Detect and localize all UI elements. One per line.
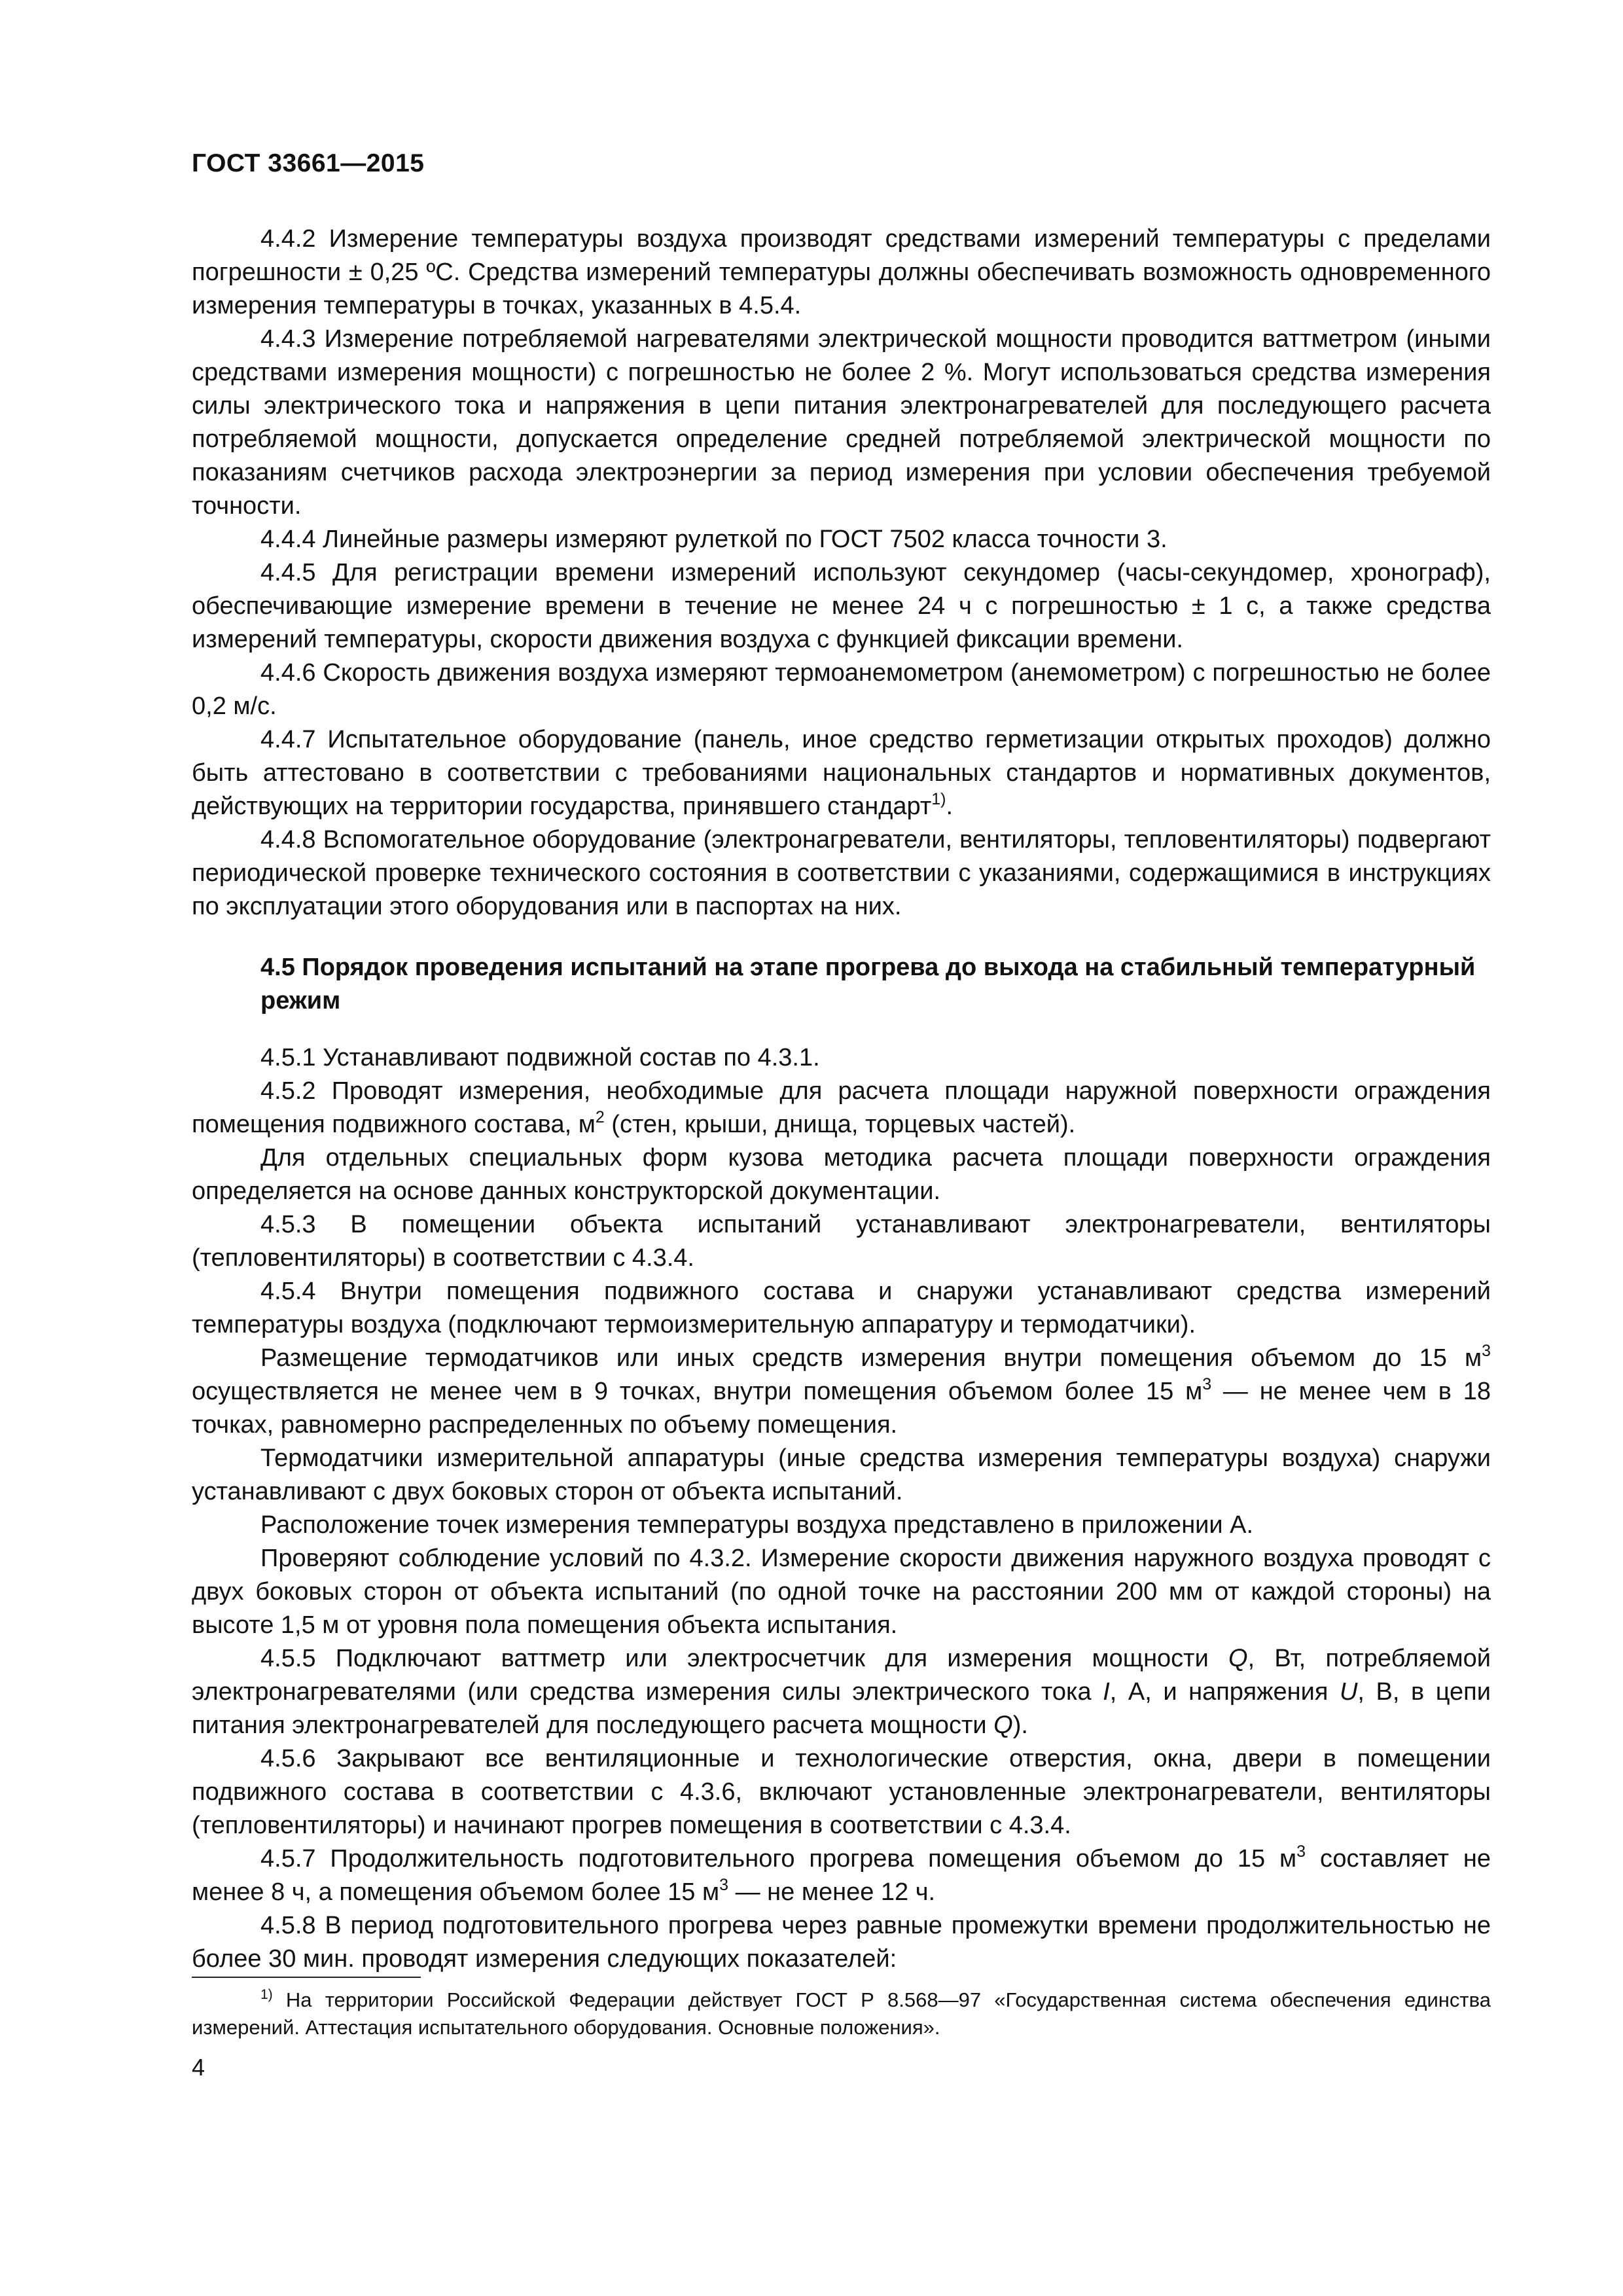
paragraph-4-5-2 xyxy=(192,1075,1491,1141)
paragraph-4-5-7 xyxy=(192,1842,1491,1909)
paragraph-4-4-5: 4.4.5 Для регистрации времени измерений используют секундомер (часы-секундомер, хронограф), обеспечивающие измерение времени в течение не менее 24 ч с погрешностью ± 1 с, а также средства измерений температуры, скорости движения воздуха с функцией фиксации времени. xyxy=(192,559,1491,653)
document-code-header: ГОСТ 33661—2015 xyxy=(192,149,425,177)
footnote-reference: 1) xyxy=(931,790,946,808)
paragraph-text: . xyxy=(946,793,954,820)
paragraph-text: осуществляется не менее чем в 9 точках, внутри помещения объемом более 15 м xyxy=(192,1378,1203,1405)
paragraph-4-4-3: 4.4.3 Измерение потребляемой нагревателями электрической мощности проводится ваттметром (иными средствами измерения мощности) с погрешностью не более 2 %. Могут использоваться средства измерения силы электрического тока и напряжения в цепи питания электронагревателей для последующего расчета потребляемой мощности, допускается определение средней потребляемой электрической мощности по показаниям счетчиков расхода электроэнергии за период измерения при условии обеспечения требуемой точности. xyxy=(192,325,1491,520)
paragraph-4-5-6: 4.5.6 Закрывают все вентиляционные и технологические отверстия, окна, двери в помещении подвижного состава в соответствии с 4.3.6, включают установленные электронагреватели, вентиляторы (тепловентиляторы) и начинают прогрев помещения в соответствии с 4.3.4. xyxy=(192,1745,1491,1839)
paragraph-4-5-4-placement xyxy=(192,1342,1491,1442)
paragraph-text: 4.5.7 Продолжительность подготовительного прогрева помещения объемом до 15 м xyxy=(260,1845,1297,1873)
superscript: 3 xyxy=(719,1876,729,1894)
paragraph-text: составляет не менее 8 ч, а помещения объемом более 15 м xyxy=(192,1845,1491,1906)
paragraph-4-4-8: 4.4.8 Вспомогательное оборудование (электронагреватели, вентиляторы, тепловентиляторы) подвергают периодической проверке технического состояния в соответствии с указаниями, содержащимися в инструкциях по эксплуатации этого оборудования или в паспортах на них. xyxy=(192,826,1491,920)
paragraph-4-5-4-appendix: Расположение точек измерения температуры воздуха представлено в приложении А. xyxy=(260,1511,1254,1539)
paragraph-4-5-8: 4.5.8 В период подготовительного прогрева через равные промежутки времени продолжительностью не более 30 мин. проводят измерения следующих показателей: xyxy=(192,1912,1491,1973)
paragraph-text: (стен, крыши, днища, торцевых частей). xyxy=(604,1111,1076,1138)
footnote-marker: 1) xyxy=(260,1987,273,2002)
paragraph-4-5-1: 4.5.1 Устанавливают подвижной состав по 4.3.1. xyxy=(260,1044,820,1071)
paragraph-4-4-2: 4.4.2 Измерение температуры воздуха производят средствами измерений температуры с пределами погрешности ± 0,25 ºС. Средства измерений температуры должны обеспечивать возможность одновременного измерения температуры в точках, указанных в 4.5.4. xyxy=(192,225,1491,319)
document-body xyxy=(192,223,1491,1976)
paragraph-4-5-3: 4.5.3 В помещении объекта испытаний устанавливают электронагреватели, вентиляторы (тепловентиляторы) в соответствии с 4.3.4. xyxy=(192,1211,1491,1272)
paragraph-4-4-6: 4.4.6 Скорость движения воздуха измеряют термоанемометром (анемометром) с погрешностью не более 0,2 м/с. xyxy=(192,659,1491,720)
paragraph-text: Размещение термодатчиков или иных средств измерения внутри помещения объемом до 15 м xyxy=(260,1344,1482,1372)
paragraph-4-5-2-note: Для отдельных специальных форм кузова методика расчета площади поверхности ограждения определяется на основе данных конструкторской документации. xyxy=(192,1144,1491,1205)
paragraph-text: — не менее 12 ч. xyxy=(728,1878,936,1906)
paragraph-4-4-7 xyxy=(192,723,1491,823)
paragraph-text: ). xyxy=(1012,1712,1028,1739)
paragraph-4-5-5 xyxy=(192,1642,1491,1742)
paragraph-text: 4.5.2 Проводят измерения, необходимые для расчета площади наружной поверхности ограждения помещения подвижного состава, м xyxy=(192,1077,1491,1138)
footnote-separator xyxy=(192,1977,421,1978)
footnote xyxy=(192,1986,1491,2041)
paragraph-4-5-4-outside: Термодатчики измерительной аппаратуры (иные средства измерения температуры воздуха) снаружи устанавливают с двух боковых сторон от объекта испытаний. xyxy=(192,1444,1491,1505)
paragraph-text: — не менее чем в 18 точках, равномерно распределенных по объему помещения. xyxy=(192,1378,1491,1439)
paragraph-text: 4.5.5 Подключают ваттметр или электросчетчик для измерения мощности xyxy=(260,1645,1229,1672)
symbol-i: I xyxy=(1103,1678,1110,1706)
paragraph-text: , В, в цепи питания электронагревателей для последующего расчета мощности xyxy=(192,1678,1491,1739)
superscript: 3 xyxy=(1296,1842,1306,1861)
paragraph-text: , Вт, потребляемой электронагревателями (или средства измерения силы электрического тока xyxy=(192,1645,1491,1706)
superscript: 2 xyxy=(595,1108,605,1126)
footnote-text: На территории Российской Федерации действует ГОСТ Р 8.568—97 «Государственная система обеспечения единства измерений. Аттестация испытательного оборудования. Основные положения». xyxy=(192,1988,1491,2039)
symbol-u: U xyxy=(1339,1678,1358,1706)
page-number: 4 xyxy=(192,2054,205,2081)
superscript: 3 xyxy=(1482,1342,1491,1360)
symbol-q: Q xyxy=(993,1712,1013,1739)
paragraph-4-5-4-check: Проверяют соблюдение условий по 4.3.2. Измерение скорости движения наружного воздуха проводят с двух боковых сторон от объекта испытаний (по одной точке на расстоянии 200 мм от каждой стороны) на высоте 1,5 м от уровня пола помещения объекта испытания. xyxy=(192,1545,1491,1639)
symbol-q: Q xyxy=(1228,1645,1248,1672)
paragraph-4-4-4: 4.4.4 Линейные размеры измеряют рулеткой по ГОСТ 7502 класса точности 3. xyxy=(260,526,1168,553)
paragraph-text: , А, и напряжения xyxy=(1109,1678,1340,1706)
superscript: 3 xyxy=(1202,1375,1212,1393)
section-heading-4-5: 4.5 Порядок проведения испытаний на этапе прогрева до выхода на стабильный температурный режим xyxy=(260,954,1476,1014)
paragraph-4-5-4: 4.5.4 Внутри помещения подвижного состава и снаружи устанавливают средства измерений температуры воздуха (подключают термоизмерительную аппаратуру и термодатчики). xyxy=(192,1278,1491,1338)
paragraph-text: 4.4.7 Испытательное оборудование (панель, иное средство герметизации открытых проходов) должно быть аттестовано в соответствии с требованиями национальных стандартов и нормативных документов, действующих на территории государства, принявшего стандарт xyxy=(192,726,1491,820)
